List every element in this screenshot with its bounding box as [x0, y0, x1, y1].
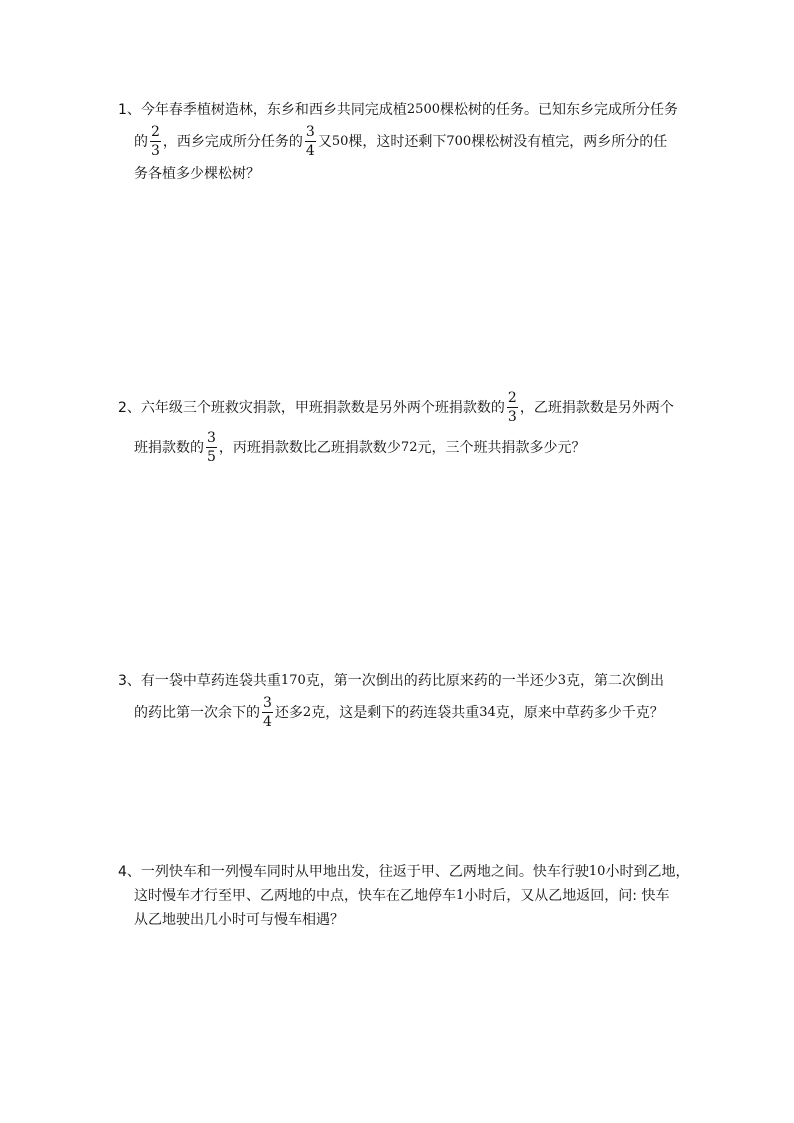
- text-segment: 小时后，又从乙地返回，问: 快车: [464, 888, 670, 904]
- problem-1-line-2: [134, 123, 668, 159]
- text-segment: ，西乡完成所分任务的: [162, 134, 303, 150]
- fraction-numerator: 3: [263, 694, 272, 711]
- number: 10: [588, 863, 606, 879]
- text-segment: 还多: [274, 705, 303, 721]
- text-segment: 克，这是剩下的药连袋共重: [311, 705, 480, 721]
- fraction: [305, 125, 316, 158]
- text-segment: 从乙地驶出几小时可与慢车相遇？: [134, 912, 344, 928]
- problem-4-line-3: [134, 904, 344, 934]
- fraction-numerator: 2: [507, 389, 517, 406]
- fraction-denominator: 4: [263, 713, 272, 730]
- text-segment: 班捐款数的: [134, 440, 204, 456]
- problem-1-line-1: [118, 94, 678, 124]
- fraction-numerator: 3: [305, 123, 315, 140]
- text-segment: 元，三个班共捐款多少元？: [417, 440, 586, 456]
- text-segment: 2、六年级三个班救灾捐款，甲班捐款数是另外两个班捐款数的: [118, 400, 505, 416]
- number: 1: [456, 887, 465, 903]
- fraction: [150, 125, 161, 158]
- text-segment: 棵松树的任务。已知东乡完成所分任务: [440, 102, 678, 118]
- number: 72: [400, 439, 418, 455]
- problem-3-line-1: [118, 665, 664, 695]
- text-segment: ，乙班捐款数是另外两个: [519, 400, 674, 416]
- problem-2-line-1: [118, 389, 674, 425]
- number: 700: [446, 133, 472, 149]
- number: 50: [331, 133, 349, 149]
- text-segment: 的药比第一次余下的: [134, 705, 260, 721]
- fraction-denominator: 3: [507, 408, 517, 425]
- text-segment: ，丙班捐款数比乙班捐款数少: [218, 440, 401, 456]
- text-segment: 克，第二次倒出: [566, 673, 665, 689]
- number: 170: [280, 672, 306, 688]
- fraction-denominator: 3: [151, 142, 160, 159]
- number: 2: [302, 704, 312, 720]
- text-segment: 务各植多少棵松树？: [134, 166, 260, 182]
- fraction: [206, 431, 217, 464]
- text-segment: 3、有一袋中草药连袋共重: [118, 673, 281, 689]
- problem-2-line-2: [134, 429, 586, 465]
- fraction-numerator: 2: [151, 123, 160, 140]
- text-segment: 的: [134, 134, 148, 150]
- fraction-denominator: 4: [305, 142, 315, 159]
- fraction-denominator: 5: [207, 448, 216, 465]
- text-segment: 克，原来中草药多少千克？: [495, 705, 664, 721]
- text-segment: 棵松树没有植完，两乡所分的任: [471, 134, 668, 150]
- fraction: [507, 391, 518, 424]
- text-segment: 棵，这时还剩下: [348, 134, 447, 150]
- text-segment: 又: [317, 134, 332, 150]
- number: 2500: [406, 101, 440, 117]
- text-segment: 4、一列快车和一列慢车同时从甲地出发，往返于甲、乙两地之间。快车行驶: [118, 864, 589, 880]
- number: 3: [557, 672, 567, 688]
- text-segment: 克，第一次倒出的药比原来药的一半还少: [305, 673, 558, 689]
- fraction: [262, 696, 273, 729]
- text-segment: 这时慢车才行至甲、乙两地的中点，快车在乙地停车: [134, 888, 456, 904]
- problem-3-line-2: [134, 694, 664, 730]
- problem-1-line-3: [134, 158, 260, 188]
- number: 34: [479, 704, 496, 720]
- fraction-numerator: 3: [207, 429, 216, 446]
- text-segment: 1、今年春季植树造林，东乡和西乡共同完成植: [118, 102, 407, 118]
- text-segment: 小时到乙地，: [605, 864, 690, 880]
